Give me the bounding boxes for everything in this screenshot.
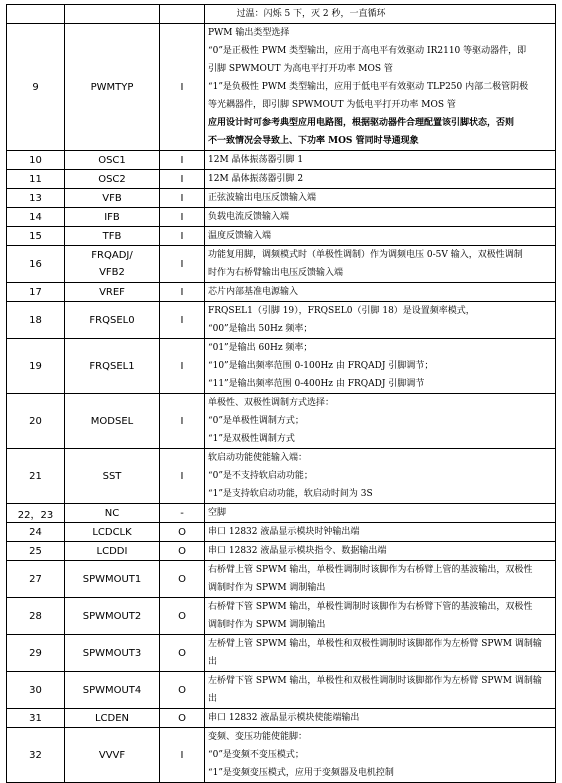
pin-number: 27 — [7, 561, 65, 598]
description-line: “0”是不支持软启动功能； — [208, 471, 313, 481]
pin-name: FRQSEL0 — [65, 302, 160, 339]
pin-number: 32 — [7, 728, 65, 783]
description-line: 12M 晶体振荡器引脚 1 — [208, 155, 304, 165]
description-line: 负载电流反馈输入端 — [208, 212, 290, 222]
pin-number: 29 — [7, 635, 65, 672]
pin-description — [205, 709, 556, 728]
description-line: 调制时作为 SPWM 调制输出 — [208, 620, 326, 630]
pin-description — [205, 24, 556, 151]
description-line: 空脚 — [208, 508, 227, 518]
pin-number: 21 — [7, 449, 65, 504]
description-line: 右桥臂上管 SPWM 输出，单极性调制时该脚作为右桥臂上管的基波输出，双极性 — [208, 565, 533, 575]
pin-name: FRQADJ/ VFB2 — [65, 246, 160, 283]
pin-name: IFB — [65, 208, 160, 227]
pin-description — [205, 283, 556, 302]
pin-io-type: I — [160, 283, 205, 302]
pin-io-type: I — [160, 24, 205, 151]
pin-row — [7, 170, 556, 189]
pin-row — [7, 709, 556, 728]
pin-io-type: I — [160, 151, 205, 170]
description-line: “1”是双极性调制方式 — [208, 434, 295, 444]
pin-row — [7, 542, 556, 561]
pin-row — [7, 672, 556, 709]
pin-description — [205, 504, 556, 523]
description-line: 串口 12832 液晶显示模块使能端输出 — [208, 713, 360, 723]
pin-number: 11 — [7, 170, 65, 189]
pin-io-type: I — [160, 208, 205, 227]
pin-description-table — [6, 4, 556, 783]
pin-description — [205, 598, 556, 635]
pin-io-type: I — [160, 302, 205, 339]
pin-name — [65, 5, 160, 24]
pin-description — [205, 542, 556, 561]
description-line: 12M 晶体振荡器引脚 2 — [208, 174, 304, 184]
pin-description — [205, 170, 556, 189]
description-line: “11”是输出频率范围 0-400Hz 由 FRQADJ 引脚调节 — [208, 379, 425, 389]
pin-number: 24 — [7, 523, 65, 542]
pin-io-type: O — [160, 561, 205, 598]
description-line: 引脚 SPWMOUT 为高电平打开功率 MOS 管 — [208, 64, 393, 74]
pin-description — [205, 189, 556, 208]
pin-row — [7, 523, 556, 542]
pin-row — [7, 227, 556, 246]
pin-name: SPWMOUT1 — [65, 561, 160, 598]
description-line: “1”是支持软启动功能，软启动时间为 3S — [208, 489, 373, 499]
pin-name: NC — [65, 504, 160, 523]
pin-description — [205, 635, 556, 672]
pin-number: 15 — [7, 227, 65, 246]
pin-row — [7, 151, 556, 170]
pin-number: 28 — [7, 598, 65, 635]
pin-name: LCDEN — [65, 709, 160, 728]
pin-number: 18 — [7, 302, 65, 339]
pin-description — [205, 227, 556, 246]
pin-name: SPWMOUT4 — [65, 672, 160, 709]
pin-io-type: O — [160, 523, 205, 542]
pin-row — [7, 283, 556, 302]
description-line: 变频、变压功能使能脚： — [208, 732, 308, 742]
pin-description — [205, 339, 556, 394]
pin-description — [205, 151, 556, 170]
pin-row — [7, 339, 556, 394]
pin-row — [7, 189, 556, 208]
description-line: “1”是负极性 PWM 类型输出，应用于低电平有效驱动 TLP250 内部二极管阴极 — [208, 82, 529, 92]
pin-io-type: I — [160, 189, 205, 208]
pin-row — [7, 504, 556, 523]
description-line: 左桥臂下管 SPWM 输出，单极性和双极性调制时该脚都作为左桥臂 SPWM 调制输 — [208, 676, 542, 686]
pin-description — [205, 728, 556, 783]
pin-io-type: I — [160, 246, 205, 283]
description-line: PWM 输出类型选择 — [208, 28, 290, 38]
pin-name: SPWMOUT2 — [65, 598, 160, 635]
pin-number: 25 — [7, 542, 65, 561]
description-line: 出 — [208, 657, 218, 667]
pin-number: 31 — [7, 709, 65, 728]
pin-io-type: O — [160, 672, 205, 709]
description-line: “1”是变频变压模式，应用于变频器及电机控制 — [208, 768, 394, 778]
description-line: 出 — [208, 694, 218, 704]
description-line: 应用设计时可参考典型应用电路图，根据驱动器件合理配置该引脚状态，否则 — [208, 118, 515, 128]
description-line: 温度反馈输入端 — [208, 231, 272, 241]
pin-name: LCDDI — [65, 542, 160, 561]
description-line: 芯片内部基准电源输入 — [208, 287, 299, 297]
pin-description — [205, 523, 556, 542]
pin-number: 19 — [7, 339, 65, 394]
pin-io-type: O — [160, 635, 205, 672]
description-line: 正弦波输出电压反馈输入端 — [208, 193, 317, 203]
pin-row — [7, 561, 556, 598]
pin-number: 16 — [7, 246, 65, 283]
pin-name: VFB — [65, 189, 160, 208]
pin-io-type: O — [160, 542, 205, 561]
pin-number: 20 — [7, 394, 65, 449]
pin-name: VREF — [65, 283, 160, 302]
pin-name: LCDCLK — [65, 523, 160, 542]
pin-row — [7, 728, 556, 783]
pin-name: PWMTYP — [65, 24, 160, 151]
pin-row — [7, 394, 556, 449]
pin-row — [7, 246, 556, 283]
pin-io-type: I — [160, 170, 205, 189]
pin-io-type: O — [160, 709, 205, 728]
pin-row — [7, 598, 556, 635]
description-line: “0”是单极性调制方式； — [208, 416, 304, 426]
pin-name: VVVF — [65, 728, 160, 783]
description-line: 不一致情况会导致上、下功率 MOS 管同时导通现象 — [208, 136, 419, 146]
pin-name: FRQSEL1 — [65, 339, 160, 394]
pin-number: 13 — [7, 189, 65, 208]
pin-io-type: - — [160, 504, 205, 523]
pin-row — [7, 635, 556, 672]
pin-description — [205, 672, 556, 709]
pin-description — [205, 449, 556, 504]
pin-number: 22，23 — [7, 504, 65, 523]
description-line: 串口 12832 液晶显示模块时钟输出端 — [208, 527, 360, 537]
pin-description — [205, 208, 556, 227]
pin-description — [205, 302, 556, 339]
pin-io-type: I — [160, 449, 205, 504]
pin-number: 30 — [7, 672, 65, 709]
pin-number: 9 — [7, 24, 65, 151]
pin-description — [205, 246, 556, 283]
pin-row — [7, 5, 556, 24]
description-line: 过温：闪烁 5 下，灭 2 秒，一直循环 — [208, 9, 386, 19]
pin-io-type — [160, 5, 205, 24]
description-line: 时作为右桥臂输出电压反馈输入端 — [208, 268, 344, 278]
pin-name: TFB — [65, 227, 160, 246]
pin-row — [7, 449, 556, 504]
description-line: “10”是输出频率范围 0-100Hz 由 FRQADJ 引脚调节； — [208, 361, 434, 371]
pin-number: 14 — [7, 208, 65, 227]
pin-row — [7, 302, 556, 339]
description-line: 功能复用脚，调频模式时（单极性调制）作为调频电压 0-5V 输入，双极性调制 — [208, 250, 523, 260]
pin-description — [205, 394, 556, 449]
pin-io-type: O — [160, 598, 205, 635]
description-line: 等光耦器件，即引脚 SPWMOUT 为低电平打开功率 MOS 管 — [208, 100, 456, 110]
pin-name: SST — [65, 449, 160, 504]
description-line: “0”是正极性 PWM 类型输出，应用于高电平有效驱动 IR2110 等驱动器件，即 — [208, 46, 527, 56]
pin-number — [7, 5, 65, 24]
pin-io-type: I — [160, 227, 205, 246]
description-line: “01”是输出 60Hz 频率； — [208, 343, 313, 353]
pin-name: MODSEL — [65, 394, 160, 449]
pin-io-type: I — [160, 728, 205, 783]
pin-description — [205, 5, 556, 24]
pin-name: SPWMOUT3 — [65, 635, 160, 672]
description-line: FRQSEL1（引脚 19），FRQSEL0（引脚 18）是设置频率模式， — [208, 306, 475, 316]
description-line: 串口 12832 液晶显示模块指令、数据输出端 — [208, 546, 387, 556]
description-line: 调制时作为 SPWM 调制输出 — [208, 583, 326, 593]
description-line: “0”是变频不变压模式； — [208, 750, 304, 760]
pin-row — [7, 24, 556, 151]
pin-name: OSC2 — [65, 170, 160, 189]
description-line: 单极性、双极性调制方式选择： — [208, 398, 335, 408]
pin-number: 10 — [7, 151, 65, 170]
description-line: 软启动功能使能输入端： — [208, 453, 308, 463]
pin-io-type: I — [160, 339, 205, 394]
pin-row — [7, 208, 556, 227]
pin-number: 17 — [7, 283, 65, 302]
pin-description — [205, 561, 556, 598]
pin-name: OSC1 — [65, 151, 160, 170]
description-line: “00”是输出 50Hz 频率； — [208, 324, 313, 334]
pin-table-body — [7, 5, 556, 783]
pin-io-type: I — [160, 394, 205, 449]
description-line: 左桥臂上管 SPWM 输出，单极性和双极性调制时该脚都作为左桥臂 SPWM 调制输 — [208, 639, 542, 649]
description-line: 右桥臂下管 SPWM 输出，单极性调制时该脚作为右桥臂下管的基波输出，双极性 — [208, 602, 533, 612]
